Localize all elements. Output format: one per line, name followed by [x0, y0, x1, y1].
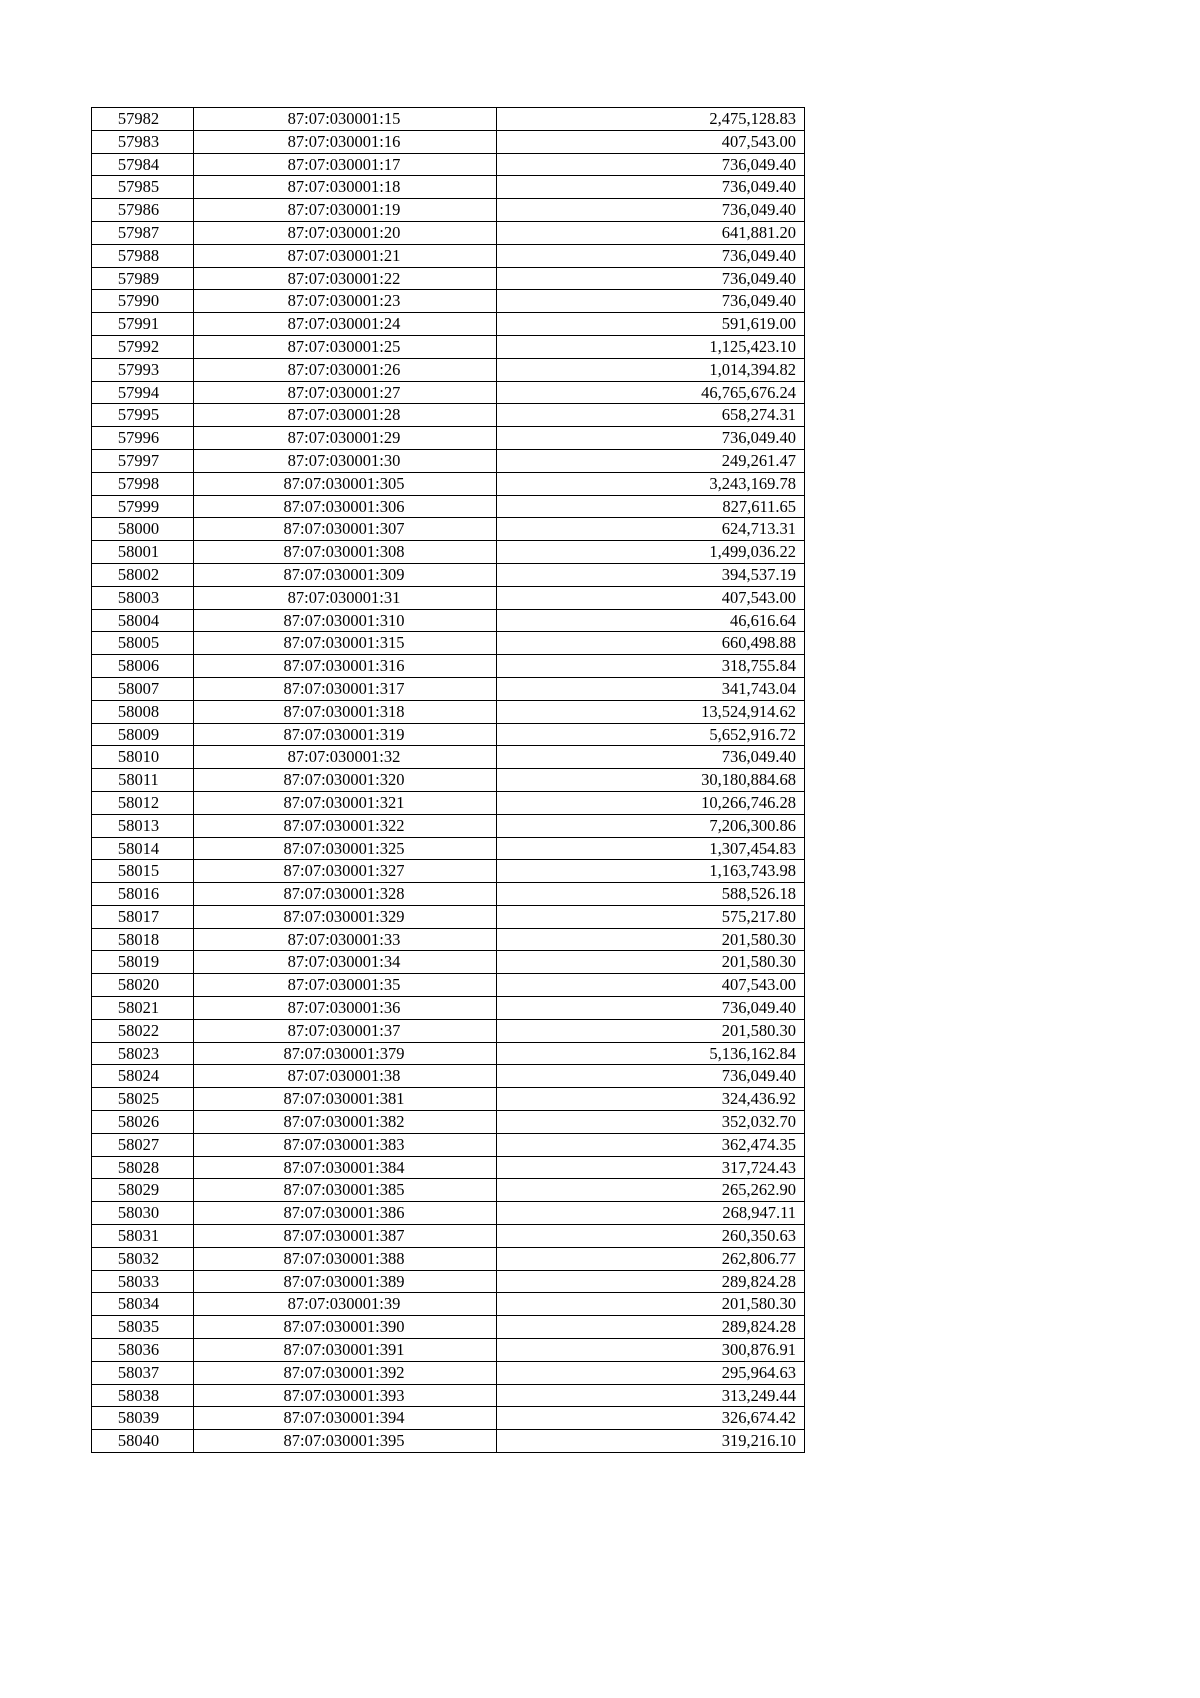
table-row	[92, 472, 805, 495]
cadastral-value-cell: 324,436.92	[497, 1088, 805, 1111]
row-number-cell: 58029	[92, 1179, 194, 1202]
row-number-cell: 57988	[92, 244, 194, 267]
cadastral-value-cell: 407,543.00	[497, 586, 805, 609]
cadastral-number-cell: 87:07:030001:16	[194, 130, 497, 153]
row-number-cell: 58016	[92, 883, 194, 906]
cadastral-value-cell: 660,498.88	[497, 632, 805, 655]
table-row	[92, 769, 805, 792]
cadastral-number-cell: 87:07:030001:18	[194, 176, 497, 199]
row-number-cell: 58038	[92, 1384, 194, 1407]
table-row	[92, 860, 805, 883]
row-number-cell: 58022	[92, 1019, 194, 1042]
table-row	[92, 1202, 805, 1225]
cadastral-value-cell: 352,032.70	[497, 1111, 805, 1134]
cadastral-number-cell: 87:07:030001:32	[194, 746, 497, 769]
row-number-cell: 58000	[92, 518, 194, 541]
cadastral-value-cell: 407,543.00	[497, 130, 805, 153]
cadastral-value-cell: 326,674.42	[497, 1407, 805, 1430]
cadastral-number-cell: 87:07:030001:310	[194, 609, 497, 632]
cadastral-number-cell: 87:07:030001:22	[194, 267, 497, 290]
row-number-cell: 58005	[92, 632, 194, 655]
row-number-cell: 58039	[92, 1407, 194, 1430]
cadastral-number-cell: 87:07:030001:35	[194, 974, 497, 997]
cadastral-value-cell: 268,947.11	[497, 1202, 805, 1225]
cadastral-value-table	[91, 107, 805, 1453]
table-row	[92, 1293, 805, 1316]
cadastral-value-cell: 13,524,914.62	[497, 700, 805, 723]
table-row	[92, 814, 805, 837]
cadastral-value-cell: 289,824.28	[497, 1316, 805, 1339]
table-row	[92, 837, 805, 860]
cadastral-number-cell: 87:07:030001:387	[194, 1225, 497, 1248]
cadastral-number-cell: 87:07:030001:39	[194, 1293, 497, 1316]
cadastral-number-cell: 87:07:030001:318	[194, 700, 497, 723]
row-number-cell: 57982	[92, 108, 194, 131]
table-row	[92, 723, 805, 746]
cadastral-number-cell: 87:07:030001:27	[194, 381, 497, 404]
cadastral-value-cell: 46,765,676.24	[497, 381, 805, 404]
cadastral-value-cell: 736,049.40	[497, 427, 805, 450]
cadastral-value-cell: 362,474.35	[497, 1133, 805, 1156]
cadastral-number-cell: 87:07:030001:383	[194, 1133, 497, 1156]
cadastral-number-cell: 87:07:030001:384	[194, 1156, 497, 1179]
cadastral-value-cell: 736,049.40	[497, 199, 805, 222]
cadastral-value-cell: 624,713.31	[497, 518, 805, 541]
row-number-cell: 58010	[92, 746, 194, 769]
cadastral-number-cell: 87:07:030001:316	[194, 655, 497, 678]
cadastral-number-cell: 87:07:030001:328	[194, 883, 497, 906]
cadastral-value-cell: 736,049.40	[497, 290, 805, 313]
table-row	[92, 176, 805, 199]
row-number-cell: 58034	[92, 1293, 194, 1316]
table-row	[92, 883, 805, 906]
cadastral-number-cell: 87:07:030001:33	[194, 928, 497, 951]
row-number-cell: 58014	[92, 837, 194, 860]
cadastral-value-cell: 2,475,128.83	[497, 108, 805, 131]
table-row	[92, 609, 805, 632]
table-row	[92, 244, 805, 267]
table-row	[92, 586, 805, 609]
table-row	[92, 1225, 805, 1248]
row-number-cell: 58018	[92, 928, 194, 951]
cadastral-number-cell: 87:07:030001:307	[194, 518, 497, 541]
cadastral-value-cell: 827,611.65	[497, 495, 805, 518]
row-number-cell: 58015	[92, 860, 194, 883]
row-number-cell: 58013	[92, 814, 194, 837]
cadastral-value-cell: 736,049.40	[497, 267, 805, 290]
cadastral-number-cell: 87:07:030001:34	[194, 951, 497, 974]
row-number-cell: 57985	[92, 176, 194, 199]
cadastral-number-cell: 87:07:030001:19	[194, 199, 497, 222]
cadastral-value-cell: 46,616.64	[497, 609, 805, 632]
cadastral-value-cell: 736,049.40	[497, 997, 805, 1020]
cadastral-value-cell: 30,180,884.68	[497, 769, 805, 792]
row-number-cell: 58006	[92, 655, 194, 678]
cadastral-value-cell: 407,543.00	[497, 974, 805, 997]
cadastral-value-cell: 201,580.30	[497, 1293, 805, 1316]
table-row	[92, 541, 805, 564]
cadastral-number-cell: 87:07:030001:308	[194, 541, 497, 564]
cadastral-value-cell: 1,125,423.10	[497, 335, 805, 358]
cadastral-number-cell: 87:07:030001:28	[194, 404, 497, 427]
table-row	[92, 199, 805, 222]
cadastral-number-cell: 87:07:030001:21	[194, 244, 497, 267]
table-row	[92, 951, 805, 974]
row-number-cell: 58009	[92, 723, 194, 746]
cadastral-value-cell: 262,806.77	[497, 1247, 805, 1270]
cadastral-value-cell: 1,014,394.82	[497, 358, 805, 381]
table-row	[92, 700, 805, 723]
row-number-cell: 58023	[92, 1042, 194, 1065]
row-number-cell: 58030	[92, 1202, 194, 1225]
table-row	[92, 518, 805, 541]
table-row	[92, 974, 805, 997]
cadastral-number-cell: 87:07:030001:392	[194, 1361, 497, 1384]
cadastral-value-cell: 317,724.43	[497, 1156, 805, 1179]
table-row	[92, 290, 805, 313]
table-row	[92, 335, 805, 358]
table-row	[92, 1179, 805, 1202]
cadastral-value-cell: 249,261.47	[497, 449, 805, 472]
table-row	[92, 1430, 805, 1453]
cadastral-value-cell: 295,964.63	[497, 1361, 805, 1384]
table-row	[92, 1111, 805, 1134]
cadastral-number-cell: 87:07:030001:25	[194, 335, 497, 358]
table-row	[92, 1270, 805, 1293]
row-number-cell: 58011	[92, 769, 194, 792]
cadastral-number-cell: 87:07:030001:393	[194, 1384, 497, 1407]
row-number-cell: 57996	[92, 427, 194, 450]
cadastral-value-cell: 736,049.40	[497, 1065, 805, 1088]
cadastral-value-cell: 736,049.40	[497, 746, 805, 769]
table-row	[92, 427, 805, 450]
table-row	[92, 1316, 805, 1339]
cadastral-number-cell: 87:07:030001:38	[194, 1065, 497, 1088]
table-row	[92, 1133, 805, 1156]
cadastral-value-cell: 658,274.31	[497, 404, 805, 427]
cadastral-value-cell: 588,526.18	[497, 883, 805, 906]
table-row	[92, 632, 805, 655]
table-row	[92, 1156, 805, 1179]
cadastral-number-cell: 87:07:030001:317	[194, 677, 497, 700]
row-number-cell: 58040	[92, 1430, 194, 1453]
table-row	[92, 563, 805, 586]
cadastral-number-cell: 87:07:030001:29	[194, 427, 497, 450]
row-number-cell: 58031	[92, 1225, 194, 1248]
row-number-cell: 57995	[92, 404, 194, 427]
row-number-cell: 57998	[92, 472, 194, 495]
cadastral-value-cell: 7,206,300.86	[497, 814, 805, 837]
cadastral-number-cell: 87:07:030001:24	[194, 313, 497, 336]
cadastral-value-cell: 736,049.40	[497, 153, 805, 176]
cadastral-number-cell: 87:07:030001:327	[194, 860, 497, 883]
row-number-cell: 58002	[92, 563, 194, 586]
cadastral-number-cell: 87:07:030001:394	[194, 1407, 497, 1430]
row-number-cell: 57987	[92, 221, 194, 244]
cadastral-value-cell: 300,876.91	[497, 1339, 805, 1362]
cadastral-value-cell: 201,580.30	[497, 928, 805, 951]
cadastral-number-cell: 87:07:030001:30	[194, 449, 497, 472]
row-number-cell: 58033	[92, 1270, 194, 1293]
cadastral-value-cell: 260,350.63	[497, 1225, 805, 1248]
cadastral-number-cell: 87:07:030001:379	[194, 1042, 497, 1065]
row-number-cell: 58027	[92, 1133, 194, 1156]
row-number-cell: 57997	[92, 449, 194, 472]
cadastral-number-cell: 87:07:030001:306	[194, 495, 497, 518]
table-row	[92, 1019, 805, 1042]
cadastral-number-cell: 87:07:030001:325	[194, 837, 497, 860]
cadastral-value-cell: 319,216.10	[497, 1430, 805, 1453]
cadastral-number-cell: 87:07:030001:26	[194, 358, 497, 381]
row-number-cell: 57994	[92, 381, 194, 404]
cadastral-number-cell: 87:07:030001:37	[194, 1019, 497, 1042]
cadastral-number-cell: 87:07:030001:386	[194, 1202, 497, 1225]
row-number-cell: 58003	[92, 586, 194, 609]
row-number-cell: 58008	[92, 700, 194, 723]
table-row	[92, 905, 805, 928]
row-number-cell: 58021	[92, 997, 194, 1020]
cadastral-value-cell: 10,266,746.28	[497, 791, 805, 814]
cadastral-number-cell: 87:07:030001:31	[194, 586, 497, 609]
cadastral-number-cell: 87:07:030001:321	[194, 791, 497, 814]
cadastral-value-cell: 313,249.44	[497, 1384, 805, 1407]
cadastral-value-cell: 394,537.19	[497, 563, 805, 586]
cadastral-value-cell: 736,049.40	[497, 244, 805, 267]
table-row	[92, 381, 805, 404]
table-row	[92, 449, 805, 472]
table-row	[92, 746, 805, 769]
table-row	[92, 358, 805, 381]
row-number-cell: 58012	[92, 791, 194, 814]
cadastral-value-cell: 341,743.04	[497, 677, 805, 700]
row-number-cell: 58028	[92, 1156, 194, 1179]
cadastral-number-cell: 87:07:030001:36	[194, 997, 497, 1020]
row-number-cell: 58037	[92, 1361, 194, 1384]
row-number-cell: 57999	[92, 495, 194, 518]
row-number-cell: 58004	[92, 609, 194, 632]
cadastral-number-cell: 87:07:030001:320	[194, 769, 497, 792]
cadastral-value-cell: 591,619.00	[497, 313, 805, 336]
cadastral-number-cell: 87:07:030001:15	[194, 108, 497, 131]
cadastral-number-cell: 87:07:030001:391	[194, 1339, 497, 1362]
cadastral-value-cell: 1,307,454.83	[497, 837, 805, 860]
table-row	[92, 1065, 805, 1088]
row-number-cell: 58032	[92, 1247, 194, 1270]
row-number-cell: 57983	[92, 130, 194, 153]
cadastral-number-cell: 87:07:030001:388	[194, 1247, 497, 1270]
table-row	[92, 313, 805, 336]
row-number-cell: 57992	[92, 335, 194, 358]
row-number-cell: 58024	[92, 1065, 194, 1088]
row-number-cell: 57993	[92, 358, 194, 381]
cadastral-value-cell: 1,163,743.98	[497, 860, 805, 883]
row-number-cell: 57990	[92, 290, 194, 313]
table-row	[92, 1361, 805, 1384]
cadastral-number-cell: 87:07:030001:17	[194, 153, 497, 176]
row-number-cell: 58025	[92, 1088, 194, 1111]
table-row	[92, 928, 805, 951]
row-number-cell: 58001	[92, 541, 194, 564]
table-row	[92, 1088, 805, 1111]
cadastral-number-cell: 87:07:030001:319	[194, 723, 497, 746]
cadastral-value-cell: 736,049.40	[497, 176, 805, 199]
table-row	[92, 267, 805, 290]
table-row	[92, 130, 805, 153]
row-number-cell: 57989	[92, 267, 194, 290]
row-number-cell: 58035	[92, 1316, 194, 1339]
cadastral-number-cell: 87:07:030001:389	[194, 1270, 497, 1293]
cadastral-value-cell: 318,755.84	[497, 655, 805, 678]
table-row	[92, 791, 805, 814]
cadastral-value-cell: 1,499,036.22	[497, 541, 805, 564]
cadastral-value-cell: 265,262.90	[497, 1179, 805, 1202]
table-row	[92, 1407, 805, 1430]
cadastral-value-cell: 5,652,916.72	[497, 723, 805, 746]
row-number-cell: 58036	[92, 1339, 194, 1362]
cadastral-value-cell: 289,824.28	[497, 1270, 805, 1293]
row-number-cell: 57984	[92, 153, 194, 176]
row-number-cell: 58019	[92, 951, 194, 974]
cadastral-number-cell: 87:07:030001:381	[194, 1088, 497, 1111]
cadastral-number-cell: 87:07:030001:329	[194, 905, 497, 928]
cadastral-value-cell: 3,243,169.78	[497, 472, 805, 495]
table-row	[92, 153, 805, 176]
table-row	[92, 655, 805, 678]
table-row	[92, 997, 805, 1020]
table-row	[92, 221, 805, 244]
cadastral-number-cell: 87:07:030001:305	[194, 472, 497, 495]
row-number-cell: 58026	[92, 1111, 194, 1134]
table-body	[92, 108, 805, 1453]
row-number-cell: 58007	[92, 677, 194, 700]
table-row	[92, 1042, 805, 1065]
cadastral-number-cell: 87:07:030001:315	[194, 632, 497, 655]
table-row	[92, 1339, 805, 1362]
table-row	[92, 108, 805, 131]
table-row	[92, 495, 805, 518]
cadastral-number-cell: 87:07:030001:390	[194, 1316, 497, 1339]
row-number-cell: 58020	[92, 974, 194, 997]
row-number-cell: 57986	[92, 199, 194, 222]
table-row	[92, 677, 805, 700]
cadastral-value-cell: 5,136,162.84	[497, 1042, 805, 1065]
cadastral-number-cell: 87:07:030001:322	[194, 814, 497, 837]
cadastral-number-cell: 87:07:030001:395	[194, 1430, 497, 1453]
cadastral-value-cell: 641,881.20	[497, 221, 805, 244]
cadastral-value-cell: 201,580.30	[497, 1019, 805, 1042]
row-number-cell: 57991	[92, 313, 194, 336]
cadastral-value-cell: 201,580.30	[497, 951, 805, 974]
table-row	[92, 1384, 805, 1407]
cadastral-value-cell: 575,217.80	[497, 905, 805, 928]
cadastral-number-cell: 87:07:030001:382	[194, 1111, 497, 1134]
cadastral-number-cell: 87:07:030001:309	[194, 563, 497, 586]
cadastral-number-cell: 87:07:030001:20	[194, 221, 497, 244]
cadastral-number-cell: 87:07:030001:23	[194, 290, 497, 313]
table-row	[92, 1247, 805, 1270]
table-row	[92, 404, 805, 427]
cadastral-number-cell: 87:07:030001:385	[194, 1179, 497, 1202]
row-number-cell: 58017	[92, 905, 194, 928]
